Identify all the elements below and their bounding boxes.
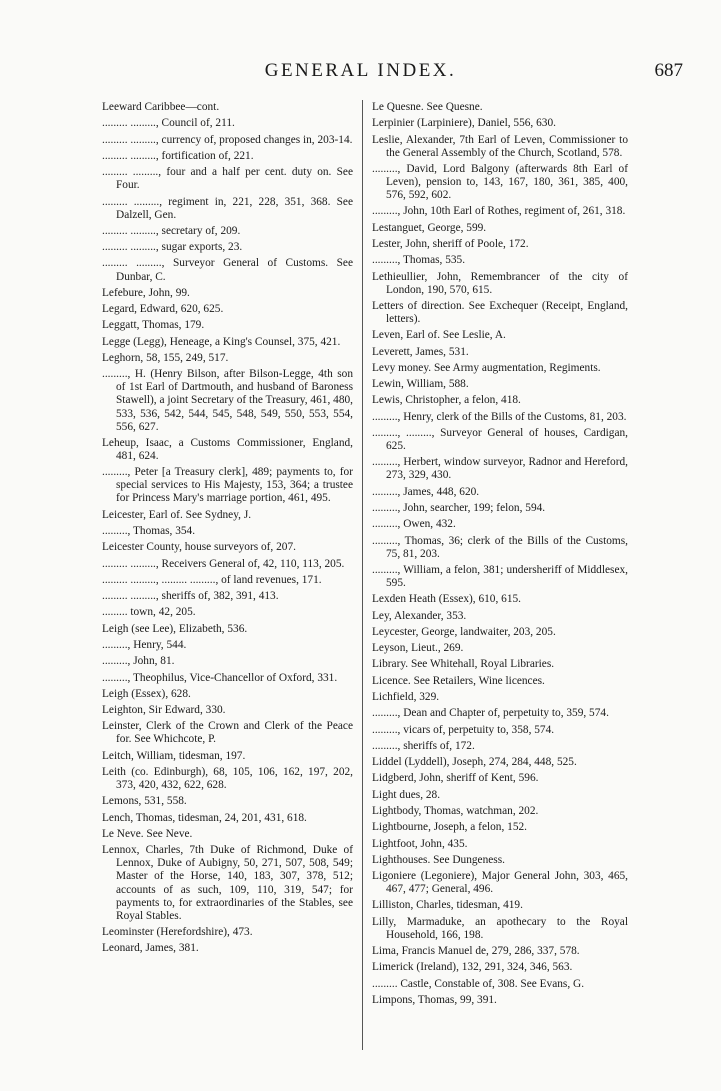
index-entry: Leonard, James, 381.: [102, 942, 199, 955]
page-header: [0, 60, 721, 88]
index-entry: ........., sheriffs of, 172.: [372, 739, 475, 752]
page-number: 687: [654, 60, 683, 81]
index-entry: Lerpinier (Larpiniere), Daniel, 556, 630.: [372, 117, 556, 130]
index-entry: ......... ........., secretary of, 209.: [102, 224, 241, 237]
index-entry: Lench, Thomas, tidesman, 24, 201, 431, 618.: [102, 811, 307, 824]
index-entry: Lexden Heath (Essex), 610, 615.: [372, 593, 522, 606]
index-entry: ........., David, Lord Balgony (afterwards 8th Earl of Leven), pension to, 143, 167, 180, 361, 385, 400, 576, 592, 602.: [372, 162, 628, 202]
index-entry: ......... ........., Receivers General of, 42, 110, 113, 205.: [102, 557, 345, 570]
index-entry: Le Quesne. See Quesne.: [372, 101, 483, 113]
index-entry: ......... ........., four and a half per cent. duty on. See Four.: [102, 166, 353, 192]
index-entry: ........., Thomas, 535.: [372, 254, 466, 267]
index-entry: Ley, Alexander, 353.: [372, 609, 467, 622]
index-entry: Leighton, Sir Edward, 330.: [102, 704, 226, 717]
index-entry: ........., Herbert, window surveyor, Radnor and Hereford, 273, 329, 430.: [372, 456, 628, 482]
index-entry: ........., Dean and Chapter of, perpetuity to, 359, 574.: [372, 707, 609, 720]
index-entry: Levy money. See Army augmentation, Regiments.: [372, 361, 601, 374]
index-entry: Lemons, 531, 558.: [102, 795, 187, 808]
index-entry: Leyson, Lieut., 269.: [372, 642, 464, 655]
index-entry: Leitch, William, tidesman, 197.: [102, 749, 246, 762]
index-entry: Leggatt, Thomas, 179.: [102, 319, 205, 332]
index-entry: Light dues, 28.: [372, 788, 441, 801]
index-entry: Letters of direction. See Exchequer (Receipt, England, letters).: [372, 299, 628, 325]
index-entry: ........., John, 81.: [102, 655, 175, 668]
index-entry: ......... Castle, Constable of, 308. See Evans, G.: [372, 977, 585, 990]
index-column-right: [372, 101, 628, 1010]
index-entry: ......... ........., regiment in, 221, 228, 351, 368. See Dalzell, Gen.: [102, 195, 353, 221]
index-entry: Lewin, William, 588.: [372, 378, 469, 391]
index-entry: Limpons, Thomas, 99, 391.: [372, 993, 497, 1006]
index-entry: Le Neve. See Neve.: [102, 827, 193, 840]
index-entry: ........., Peter [a Treasury clerk], 489; payments to, for special services to His Majesty, 153, 364; a trustee for Princess Mary's marriage portion, 461, 495.: [102, 466, 353, 505]
index-entry: Liddel (Lyddell), Joseph, 274, 284, 448, 525.: [372, 756, 577, 769]
index-entry: Lichfield, 329.: [372, 691, 440, 703]
index-entry: ......... ........., Surveyor General of Customs. See Dunbar, C.: [102, 257, 353, 283]
index-entry: Lightfoot, John, 435.: [372, 837, 468, 850]
index-entry: Legard, Edward, 620, 625.: [102, 303, 224, 316]
index-entry: Lewis, Christopher, a felon, 418.: [372, 394, 521, 407]
index-entry: Leicester, Earl of. See Sydney, J.: [102, 508, 252, 521]
column-divider: [362, 100, 363, 1050]
page-title: GENERAL INDEX.: [264, 60, 457, 81]
index-entry: ........., John, searcher, 199; felon, 594.: [372, 502, 546, 514]
index-entry: ........., Theophilus, Vice-Chancellor of Oxford, 331.: [102, 671, 338, 684]
index-entry: ........., Henry, 544.: [102, 638, 187, 651]
index-entry: Library. See Whitehall, Royal Libraries.: [372, 658, 555, 671]
index-entry: ........., Henry, clerk of the Bills of the Customs, 81, 203.: [372, 410, 627, 423]
index-entry: Leeward Caribbee—cont.: [102, 101, 220, 113]
index-entry: ........., Owen, 432.: [372, 518, 456, 531]
index-entry: Lethieullier, John, Remembrancer of the city of London, 190, 570, 615.: [372, 270, 628, 296]
index-entry: Ligoniere (Legoniere), Major General John, 303, 465, 467, 477; General, 496.: [372, 870, 628, 896]
index-entry: Lightbourne, Joseph, a felon, 152.: [372, 821, 528, 834]
index-entry: ......... ........., currency of, proposed changes in, 203-14.: [102, 133, 353, 146]
index-entry: ......... ........., Council of, 211.: [102, 117, 235, 130]
index-entry: Leigh (Essex), 628.: [102, 687, 191, 700]
index-entry: Legge (Legg), Heneage, a King's Counsel, 375, 421.: [102, 335, 341, 348]
index-entry: ........., Thomas, 36; clerk of the Bills of the Customs, 75, 81, 203.: [372, 534, 628, 560]
index-entry: Leverett, James, 531.: [372, 345, 469, 358]
index-entry: ........., H. (Henry Bilson, after Bilson-Legge, 4th son of 1st Earl of Dartmouth, and husband of Baroness Stawell), a joint Secretary of the Treasury, 461, 480, 533, 536, 542, 544, 545, 548, 549, 550, 553, 554, 556, 627.: [102, 368, 353, 433]
index-entry: Lennox, Charles, 7th Duke of Richmond, Duke of Lennox, Duke of Aubigny, 50, 271, 507, 508, 549; Master of the Horse, 140, 183, 307, 378, 512; accounts of as such, 109, 110, 319, 547; for payments to, for extraordinaries of the Stables, see Royal Stables.: [102, 844, 353, 922]
index-entry: Leigh (see Lee), Elizabeth, 536.: [102, 622, 248, 635]
index-entry: Lilliston, Charles, tidesman, 419.: [372, 899, 523, 912]
index-entry: Lightbody, Thomas, watchman, 202.: [372, 804, 539, 817]
index-entry: Leheup, Isaac, a Customs Commissioner, England, 481, 624.: [102, 436, 353, 462]
index-entry: Leicester County, house surveyors of, 207.: [102, 541, 296, 554]
index-entry: ......... town, 42, 205.: [102, 606, 196, 619]
index-entry: Lilly, Marmaduke, an apothecary to the Royal Household, 166, 198.: [372, 915, 628, 941]
index-entry: Leith (co. Edinburgh), 68, 105, 106, 162, 197, 202, 373, 420, 432, 622, 628.: [102, 766, 353, 792]
index-entry: Leominster (Herefordshire), 473.: [102, 926, 253, 938]
index-entry: Leslie, Alexander, 7th Earl of Leven, Commissioner to the General Assembly of the Church, Scotland, 578.: [372, 133, 628, 159]
index-entry: ........., ........., Surveyor General of houses, Cardigan, 625.: [372, 426, 628, 453]
index-entry: ........., James, 448, 620.: [372, 485, 480, 498]
index-entry: Limerick (Ireland), 132, 291, 324, 346, 563.: [372, 961, 573, 974]
index-entry: ........., John, 10th Earl of Rothes, regiment of, 261, 318.: [372, 205, 626, 218]
index-entry: Licence. See Retailers, Wine licences.: [372, 674, 545, 687]
index-entry: Leinster, Clerk of the Crown and Clerk of the Peace for. See Whichcote, P.: [102, 720, 353, 746]
index-entry: Lefebure, John, 99.: [102, 286, 190, 299]
index-entry: ......... ........., fortification of, 221.: [102, 149, 254, 162]
index-entry: Lighthouses. See Dungeness.: [372, 853, 505, 866]
index-entry: Lidgberd, John, sheriff of Kent, 596.: [372, 772, 539, 785]
index-entry: Lestanguet, George, 599.: [372, 221, 487, 234]
index-entry: Lima, Francis Manuel de, 279, 286, 337, 578.: [372, 945, 580, 958]
index-entry: Lester, John, sheriff of Poole, 172.: [372, 237, 529, 250]
index-entry: ........., William, a felon, 381; undersheriff of Middlesex, 595.: [372, 563, 628, 590]
index-column-left: [102, 101, 353, 959]
index-entry: ........., Thomas, 354.: [102, 525, 196, 537]
index-entry: Leven, Earl of. See Leslie, A.: [372, 329, 506, 342]
index-entry: ........., vicars of, perpetuity to, 358, 574.: [372, 723, 555, 736]
index-entry: ......... ........., sheriffs of, 382, 391, 413.: [102, 590, 279, 603]
index-entry: Leycester, George, landwaiter, 203, 205.: [372, 625, 556, 638]
index-entry: Leghorn, 58, 155, 249, 517.: [102, 351, 229, 364]
index-entry: ......... ........., sugar exports, 23.: [102, 241, 243, 254]
index-entry: ......... ........., ......... ........., of land revenues, 171.: [102, 573, 322, 586]
